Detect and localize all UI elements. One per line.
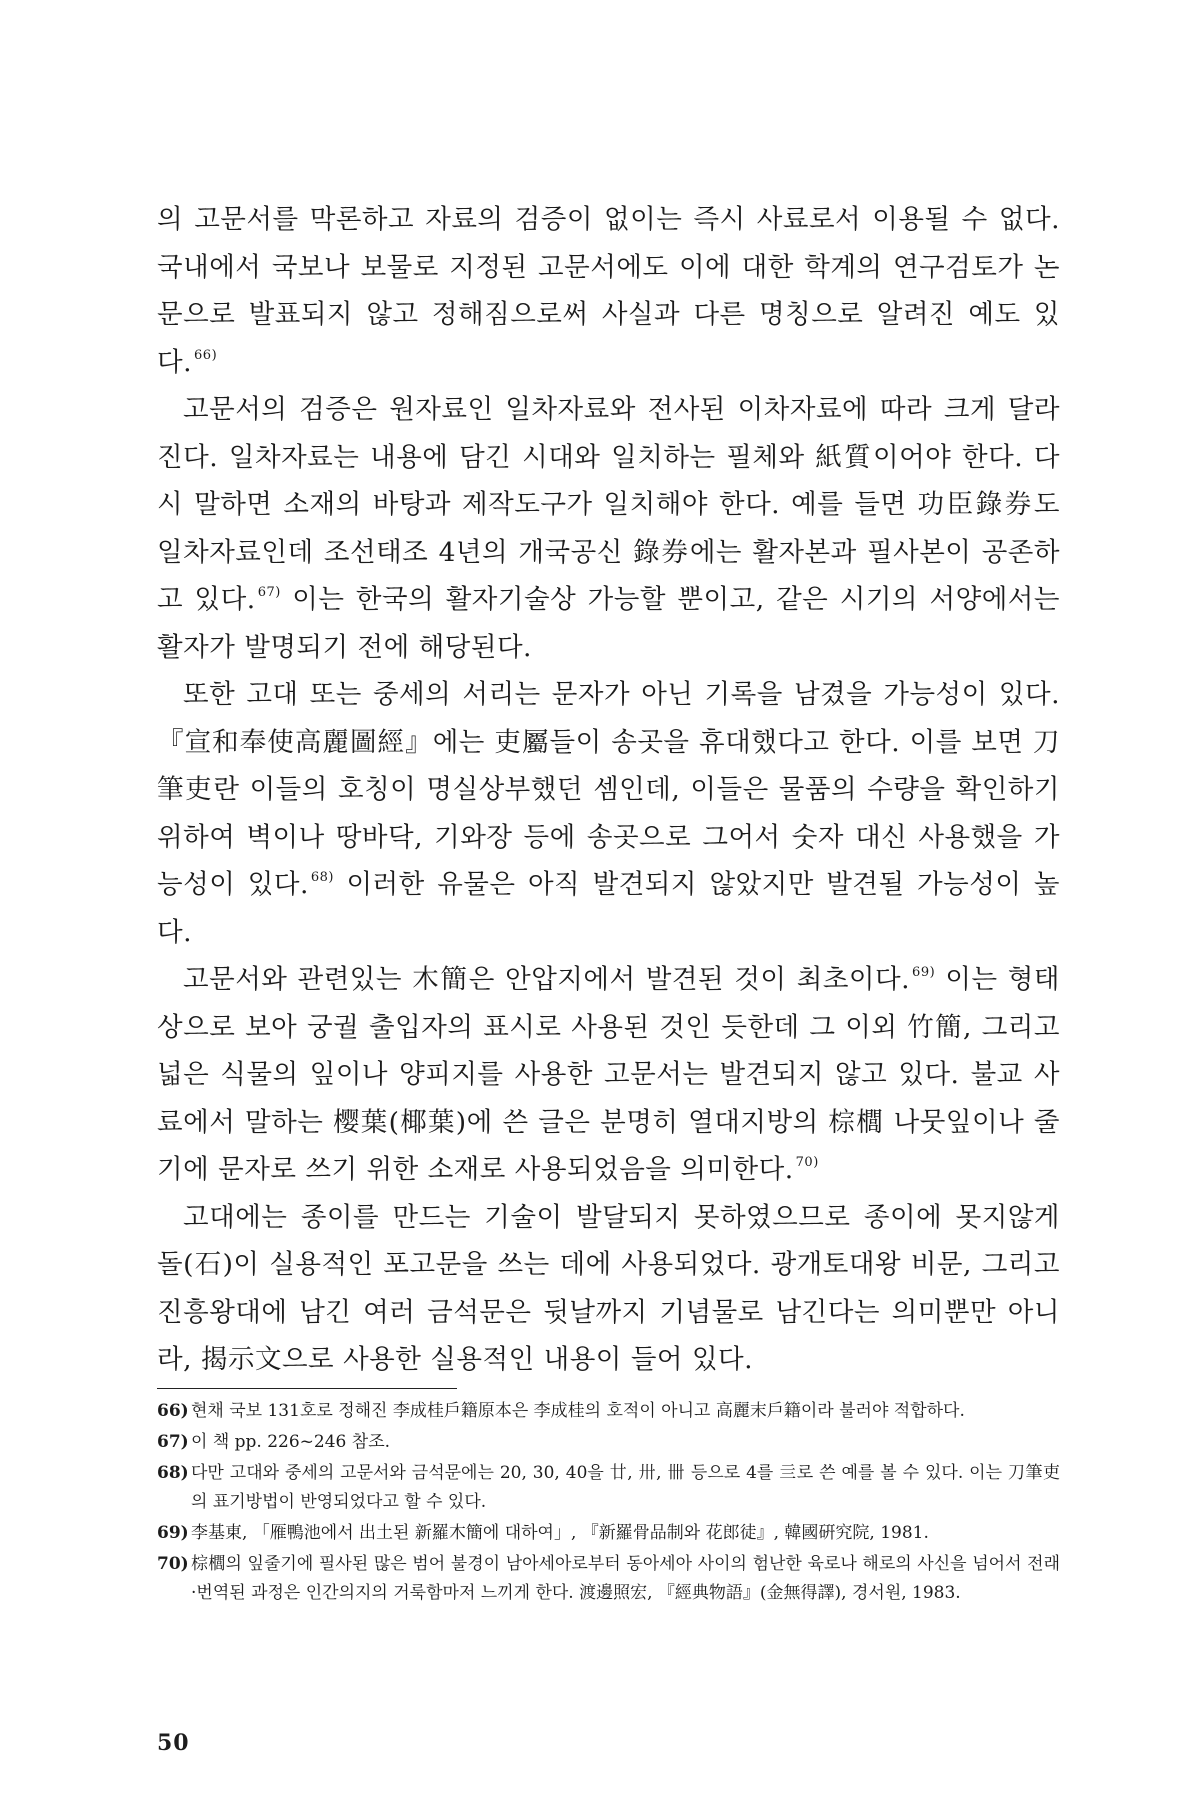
footnote-number: 66) [157, 1400, 189, 1421]
footnote-ref-66: 66) [194, 347, 218, 363]
footnote-text: 현채 국보 131호로 정해진 李成桂戶籍原本은 李成桂의 호적이 아니고 高麗末戶籍이라 불러야 적합하다. [191, 1400, 965, 1421]
footnote-ref-70: 70) [795, 1155, 819, 1170]
footnote-number: 70) [157, 1553, 189, 1574]
footnote-ref-68: 68) [310, 870, 334, 885]
footnotes [157, 1397, 1060, 1608]
footnote-67 [157, 1428, 1060, 1457]
footnote-divider [157, 1388, 457, 1389]
footnote-number: 69) [157, 1522, 189, 1543]
footnote-68 [157, 1459, 1060, 1517]
paragraph-2: 고문서의 검증은 원자료인 일차자료와 전사된 이차자료에 따라 크게 달라진다. 일차자료는 내용에 담긴 시대와 일치하는 필체와 紙質이어야 한다. 다시 말하면 소재의 바탕과 제작도구가 일치해야 한다. 예를 들면 功臣錄券도 일차자료인데 조선태조 4년의 개국공신 錄券에는 활자본과 필사본이 공존하고 있다. $^{67)}$ 이는 한국의 활자기술상 가능할 뿐이고, 같은 시기의 서양에서는 활자가 발명되기 전에 해당된다. [157, 394, 1060, 663]
footnote-69 [157, 1519, 1060, 1548]
footnote-number: 68) [157, 1462, 189, 1483]
paragraph-1: 의 고문서를 막론하고 자료의 검증이 없이는 즉시 사료로서 이용될 수 없다. 국내에서 국보나 보물로 지정된 고문서에도 이에 대한 학계의 연구검토가 논문으로 발표되지 않고 정해짐으로써 사실과 다른 명칭으로 알려진 예도 있다. $^{66)}$ [157, 204, 1060, 378]
footnote-ref-69: 69) [912, 965, 936, 980]
paragraph-5: 고대에는 종이를 만드는 기술이 발달되지 못하였으므로 종이에 못지않게 돌(石)이 실용적인 포고문을 쓰는 데에 사용되었다. 광개토대왕 비문, 그리고 진흥왕대에 남긴 여러 금석문은 뒷날까지 기념물로 남긴다는 의미뿐만 아니라, 揭示文으로 사용한 실용적인 내용이 들어 있다. [157, 1201, 1060, 1375]
paragraph-3: 또한 고대 또는 중세의 서리는 문자가 아닌 기록을 남겼을 가능성이 있다. 『宣和奉使高麗圖經』에는 吏屬들이 송곳을 휴대했다고 한다. 이를 보면 刀筆吏란 이들의 호칭이 명실상부했던 셈인데, 이들은 물품의 수량을 확인하기 위하여 벽이나 땅바닥, 기와장 등에 송곳으로 그어서 숫자 대신 사용했을 가능성이 있다. $^{68)}$ 이러한 유물은 아직 발견되지 않았지만 발견될 가능성이 높다. [157, 679, 1061, 948]
footnote-text: 이 책 pp. 226~246 참조. [191, 1431, 391, 1452]
footnote-ref-67: 67) [257, 585, 281, 600]
footnote-66 [157, 1397, 1060, 1426]
footnote-text: 棕櫚의 잎줄기에 필사된 많은 범어 불경이 남아세아로부터 동아세아 사이의 험난한 육로나 해로의 사신을 넘어서 전래·번역된 과정은 인간의지의 거룩함마저 느끼게 한다. 渡邊照宏, 『經典物語』(金無得譯), 경서원, 1983. [191, 1553, 1060, 1603]
footnote-text: 李基東, 「雁鴨池에서 出土된 新羅木簡에 대하여」, 『新羅骨品制와 花郎徒』, 韓國硏究院, 1981. [191, 1522, 929, 1543]
page-number: 50 [157, 1730, 190, 1756]
footnote-70 [157, 1550, 1060, 1608]
footnote-text: 다만 고대와 중세의 고문서와 금석문에는 20, 30, 40을 廿, 卅, 卌 등으로 4를 亖로 쓴 예를 볼 수 있다. 이는 刀筆吏의 표기방법이 반영되었다고 할 수 있다. [191, 1462, 1060, 1512]
body-text [157, 196, 1060, 1384]
footnote-number: 67) [157, 1431, 189, 1452]
paragraph-4: 고문서와 관련있는 木簡은 안압지에서 발견된 것이 최초이다. $^{69)}$ 이는 형태상으로 보아 궁궐 출입자의 표시로 사용된 것인 듯한데 그 이외 竹簡, 그리고 넓은 식물의 잎이나 양피지를 사용한 고문서는 발견되지 않고 있다. 불교 사료에서 말하는 樱葉(椰葉)에 쓴 글은 분명히 열대지방의 棕櫚 나뭇잎이나 줄기에 문자로 쓰기 위한 소재로 사용되었음을 의미한다. $^{70)}$ [157, 964, 1060, 1185]
